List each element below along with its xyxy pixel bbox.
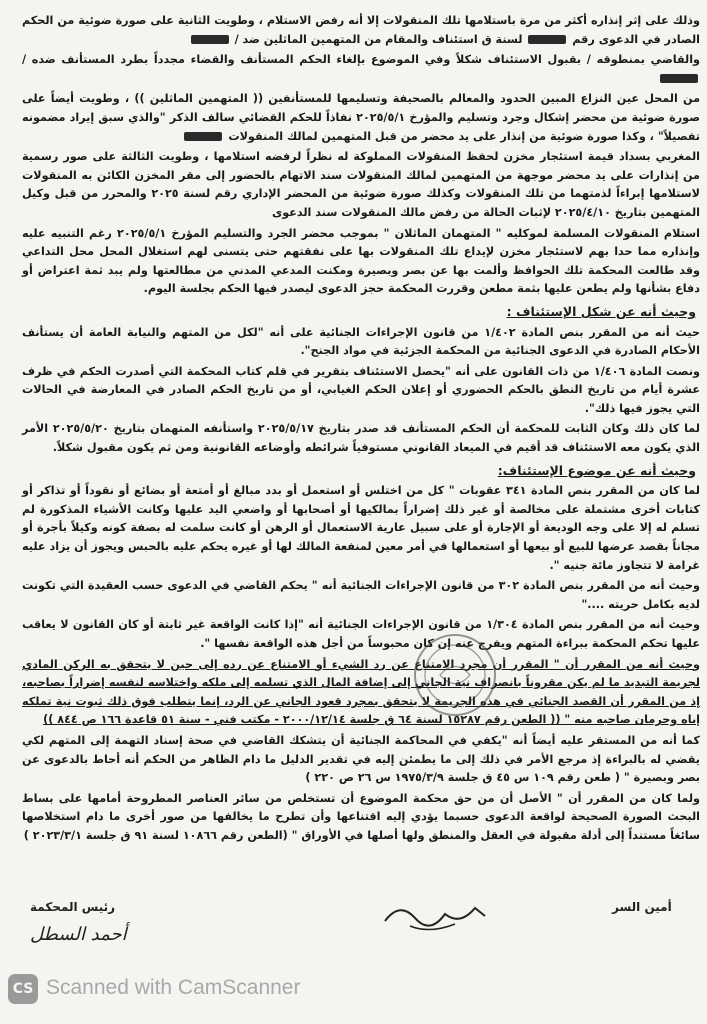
- paragraph: لما كان ذلك وكان الثابت للمحكمة أن الحكم المستأنف قد صدر بتاريخ ٢٠٢٥/٥/١٧ واستأنفه المتهمان بتاريخ ٢٠٢٥/٥/٢٠ الأمر الذي يكون معه الاستئناف قد أقيم في الميعاد القانوني مستوفياً شرائطه وأوضاعه القانونية ومن ثم يكون مقبول شكلاً.: [22, 422, 700, 455]
- paragraph: ونصت المادة ١/٤٠٦ من ذات القانون على أنه "يحصل الاستئناف بتقرير في قلم كتاب المحكمة التي أصدرت الحكم في ظرف عشرة أيام من تاريخ النطق بالحكم الحضوري أو إعلان الحكم الغيابي، أو من تاريخ الحكم الصادر في المعارضة في الحالات التي يجوز فيها ذلك".: [22, 364, 700, 415]
- signature-area: [0, 894, 707, 964]
- judgment-text: [22, 12, 700, 848]
- paragraph: [22, 225, 700, 299]
- redaction-mark: [191, 35, 229, 44]
- secretary-signature: [380, 896, 490, 936]
- paragraph-text: وذلك على إثر إنذاره أكثر من مرة باستلامها تلك المنقولات إلا أنه رفض الاستلام ، وطويت الثانية على صورة ضوئية من الحكم الصادر في الدعوى رقم: [22, 14, 700, 46]
- court-seal-stamp: [410, 630, 500, 720]
- paragraph: لما كان من المقرر بنص المادة ٣٤١ عقوبات " كل من اختلس أو استعمل أو بدد مبالغ أو أمتعة أو بضائع أو نقوداً أو تذاكر أو كتابات أخرى مشتملة على مخالصة أو غير ذلك إضراراً بمالكيها أو أصحابها أو واضعي اليد عليها وكانت الأشياء المذكورة لم تسلم له إلا على وجه الوديعة أو الإجارة أو على سبيل عارية الاستعمال أو الرهن أو كانت سلمت له بصفة كونه وكيلاً بأجرة أو مجاناً بقصد عرضها للبيع أو بيعها أو استعمالها في أمر معين لمنفعة المالك لها أو غيره يحكم عليه بالحبس ويجوز أن يزاد عليه غرامة لا تتجاوز مائة جنيه ".: [22, 484, 701, 572]
- paragraph: [22, 90, 700, 146]
- paragraph-text: استلام المنقولات المسلمة لموكليه " المتهمان الماثلان " بموجب محضر الجرد والتسليم المؤرخ ٢٠٢٥/٥/١ رغم التنبيه عليه وإنذاره مما حدا بهم لاستئجار مخزن لإيداع تلك المنقولات بها على نفقتهم حتى يتسنى لهم استغلال المحل محل التداعي وقد طالعت المحكمة تلك الحوافظ وألمت بها عن بصر وبصيرة ومكنت المدعي المدني من مطالعتها ولم يبد ثمة اعتراض أو دفاع بشأنها ولم يطعن عليها بثمة مطعن وقررت المحكمة حجز الدعوى ليصدر فيها الحكم بجلسة اليوم.: [22, 226, 700, 296]
- paragraph-underlined: وحيث أنه من المقرر أن " المقرر أن مجرد الامتناع عن رد الشيء أو الامتناع عن رده إلى حين لا يتحقق به الركن المادي لجريمة التبديد ما لم يكن مقروناً بانصراف نية الجاني إلى إضافة المال الذي تسلمه إلى ملكه واختلاسه لنفسه إضراراً بصاحبه، إذ من المقرر أن القصد الجنائي في هذه الجريمة لا يتحقق بمجرد قعود الجاني عن الرد، إنما يتطلب فوق ذلك ثبوت نية تملكه إياه وحرمان صاحبه منه " (( الطعن رقم ١٥٢٨٧ لسنة ٦٤ ق جلسة ٢٠٠٠/١٢/١٤ - مكتب فني - سنة ٥١ قاعدة ١٦٦ ص ٨٤٤ )): [22, 657, 700, 727]
- scanner-footer: [0, 964, 707, 1024]
- paragraph-intro: [22, 12, 700, 49]
- paragraph: كما أنه من المستقر عليه أيضاً أنه "يكفي في المحاكمة الجنائية أن يتشكك القاضي في صحة إسناد التهمة إلى المتهم لكي يقضي له بالبراءة إذ مرجع الأمر في ذلك إلى ما يطمئن إليه في تقدير الدليل ما دام الظاهر من الحكم أنه أحاط بالدعوى عن بصر وبصيرة " ( طعن رقم ١٠٩ س ٤٥ ق جلسة ١٩٧٥/٣/٩ س ٢٦ ص ٢٢٠ ): [22, 733, 700, 785]
- heading-appeal-subject: وحيث أنه عن موضوع الإستئناف:: [497, 462, 696, 478]
- redaction-mark: [184, 132, 222, 141]
- paragraph-text: من المحل عين النزاع المبين الحدود والمعالم بالصحيفة وتسليمها للمستأنفين (( المتهمين الماثلين )) ، وطويت أيضاً على صورة ضوئية من محضر إشكال وجرد وتسليم والمؤرخ ٢٠٢٥/٥/١ نفاذاً للحكم القضائي سالف الذكر "والذي سبق إيراد مضمونه تفصيلاً" ، وكذا صورة ضوئية من إنذار على يد محضر من قبل المتهمين لمالك المنقولات: [22, 92, 700, 143]
- paragraph: حيث أنه من المقرر بنص المادة ١/٤٠٢ من قانون الإجراءات الجنائية على أنه "لكل من المتهم والنيابة العامة أن يستأنف الأحكام الصادرة في الدعوى الجنائية من المحكمة الجزئية في مواد الجنح".: [22, 325, 700, 358]
- paragraph: ولما كان من المقرر أن " الأصل أن من حق محكمة الموضوع أن تستخلص من سائر العناصر المطروحة أمامها على بساط البحث الصورة الصحيحة لواقعة الدعوى حسبما يؤدي إليه اقتناعها وأن تطرح ما يخالفها من صور أخرى ما دام استخلاصها سائغاً مستنداً إلى أدلة مقبولة في العقل والمنطق ولها أصلها في الأوراق " (الطعن رقم ١٠٨٦٦ لسنة ٩١ ق جلسة ٢٠٢٣/٣/١ ): [22, 791, 700, 842]
- paragraph: [22, 51, 700, 88]
- paragraph: وحيث أنه من المقرر بنص المادة ١/٣٠٤ من قانون الإجراءات الجنائية أنه "إذا كانت الواقعة غير ثابتة أو كان القانون لا يعاقب عليها تحكم المحكمة ببراءة المتهم ويفرج عنه إن كان محبوساً من أجل هذه الواقعة نفسها ".: [22, 618, 700, 650]
- paragraph-text: لسنة ق استئناف والمقام من المتهمين الماثلين ضد /: [234, 32, 523, 46]
- president-handwritten-name: أحمد السطل: [30, 924, 127, 945]
- camscanner-logo-icon: CS: [8, 974, 38, 1004]
- paragraph: وحيث أنه من المقرر بنص المادة ٣٠٢ من قانون الإجراءات الجنائية أنه " يحكم القاضي في الدعوى حسب العقيدة التي تكونت لديه بكامل حريته ....": [22, 579, 700, 611]
- scanner-watermark-text: Scanned with CamScanner: [46, 976, 301, 999]
- redaction-mark: [660, 74, 698, 83]
- secretary-label: أمين السر: [612, 900, 672, 914]
- president-label: رئيس المحكمة: [30, 900, 116, 914]
- redaction-mark: [528, 35, 566, 44]
- heading-appeal-form: وحيث أنه عن شكل الإستئناف :: [506, 303, 696, 319]
- paragraph: [22, 148, 700, 222]
- paragraph-text: المغربي بسداد قيمة استئجار مخزن لحفظ المنقولات المملوكة له نظراً لرفضه استلامها ، وطويت الثالثة على صور رسمية من إنذارات على يد محضر موجهة من المتهمين لمالك المنقولات سند الاتهام بالحضور إلى مقر المخزن الكائن به المنقولات لاستلامها إبراءاً لذمتهما من تلك المنقولات وكذلك صورة ضوئية من المحضر الإداري رقم لسنة ٢٠٢٥ والمحرر من قبل وكيل المتهمين بتاريخ ٢٠٢٥/٤/١٠ لإثبات الحالة من رفض مالك المنقولات سند الدعوى: [22, 150, 700, 219]
- paragraph-text: والقاضي بمنطوقه / بقبول الاستئناف شكلاً وفي الموضوع بإلغاء الحكم المستأنف والقضاء مجدداً بطرد المستأنف ضده /: [22, 53, 700, 67]
